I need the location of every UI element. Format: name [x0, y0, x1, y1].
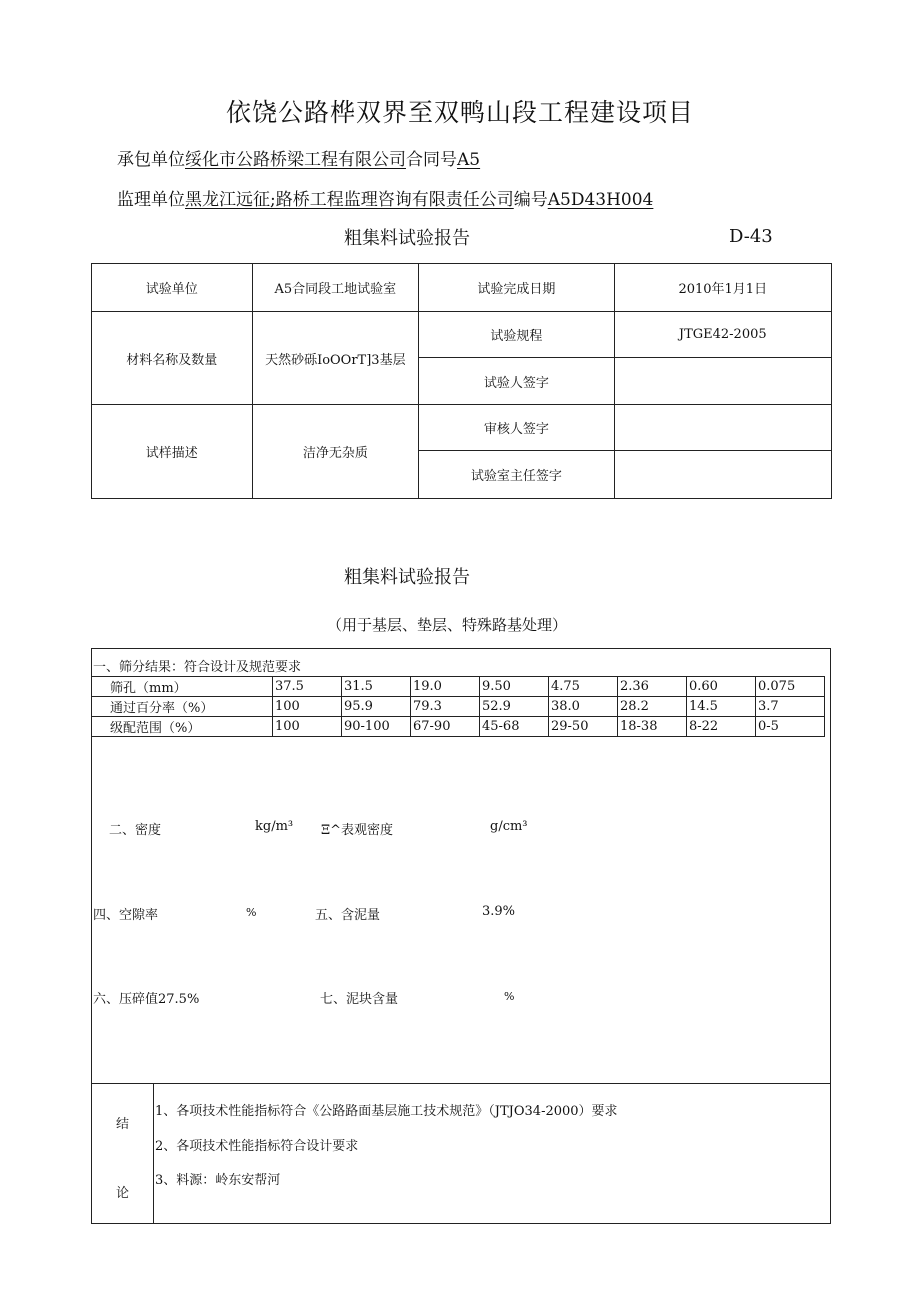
- reviewer-signature: [614, 405, 831, 451]
- table-row: [92, 717, 825, 737]
- supervisor-label: 监理单位: [117, 190, 185, 210]
- table-cell: 100: [273, 717, 342, 737]
- conclusion-item: 2、各项技术性能指标符合设计要求: [155, 1139, 359, 1154]
- form-code: D-43: [729, 226, 773, 247]
- table-cell: 52.9: [480, 697, 549, 717]
- table-row: [92, 697, 825, 717]
- project-title: 依饶公路桦双界至双鸭山段工程建设项目: [225, 98, 694, 127]
- reviewer-label: 审核人签字: [419, 405, 614, 451]
- table-cell: 67-90: [411, 717, 480, 737]
- conclusion-column-divider: [153, 1083, 154, 1224]
- completion-date: 2010年1月1日: [614, 264, 831, 312]
- table-cell: 29-50: [549, 717, 618, 737]
- supervisor-line: [117, 185, 653, 210]
- conclusion-label-1: 结: [116, 1117, 130, 1132]
- mud-value: 3.9%: [482, 904, 516, 919]
- table-cell: 0.60: [687, 677, 756, 697]
- conclusion-item: 3、料源：岭东安帮河: [155, 1173, 281, 1188]
- contract-no-label: 合同号: [406, 150, 457, 170]
- apparent-density-unit: g/cm³: [490, 819, 528, 834]
- table-cell: 37.5: [273, 677, 342, 697]
- serial-no: A5D43H004: [547, 190, 654, 210]
- clay-lump-label: 七、泥块含量: [320, 992, 399, 1007]
- material-label: 材料名称及数量: [92, 312, 253, 405]
- table-cell: 3.7: [756, 697, 825, 717]
- contractor-line: [117, 145, 480, 170]
- sieve-heading: 一、筛分结果：符合设计及规范要求: [93, 660, 302, 675]
- report2-title: 粗集料试验报告: [344, 567, 470, 588]
- table-cell: 28.2: [618, 697, 687, 717]
- contract-no: A5: [457, 150, 481, 170]
- mud-label: 五、含泥量: [315, 908, 381, 923]
- conclusion-label-2: 论: [116, 1186, 130, 1201]
- tester-signature: [614, 358, 831, 405]
- void-unit: %: [246, 906, 257, 919]
- test-unit-label: 试验单位: [92, 264, 253, 312]
- table-row: [92, 677, 825, 697]
- info-table: [91, 263, 832, 499]
- density-unit: kg/m³: [255, 819, 294, 834]
- table-cell: 0-5: [756, 717, 825, 737]
- supervisor-name: 黑龙江远征;路桥工程监理咨询有限责任公司: [185, 190, 514, 210]
- tester-label: 试验人签字: [419, 358, 614, 405]
- table-cell: 79.3: [411, 697, 480, 717]
- crush-label: 六、压碎值27.5%: [93, 992, 200, 1007]
- table-cell: 95.9: [342, 697, 411, 717]
- grading-range-label: 级配范围（%）: [92, 717, 273, 737]
- serial-label: 编号: [513, 190, 548, 210]
- table-cell: 0.075: [756, 677, 825, 697]
- completion-date-label: 试验完成日期: [419, 264, 614, 312]
- apparent-density-label: Ξ^表观密度: [321, 823, 394, 838]
- lab-director-signature: [614, 451, 831, 499]
- report-title: 粗集料试验报告: [344, 228, 470, 249]
- table-cell: 4.75: [549, 677, 618, 697]
- table-cell: 9.50: [480, 677, 549, 697]
- table-cell: 45-68: [480, 717, 549, 737]
- sample-desc: 洁净无杂质: [252, 405, 419, 499]
- lab-director-label: 试验室主任签字: [419, 451, 614, 499]
- table-cell: 14.5: [687, 697, 756, 717]
- table-cell: 18-38: [618, 717, 687, 737]
- sieve-table: [91, 676, 825, 737]
- passing-percent-label: 通过百分率（%）: [92, 697, 273, 717]
- procedure: JTGE42-2005: [614, 312, 831, 358]
- table-cell: 2.36: [618, 677, 687, 697]
- test-unit: A5合同段工地试验室: [252, 264, 419, 312]
- procedure-label: 试验规程: [419, 312, 614, 358]
- contractor-label: 承包单位: [117, 150, 185, 170]
- table-cell: 38.0: [549, 697, 618, 717]
- sample-desc-label: 试样描述: [92, 405, 253, 499]
- table-cell: 100: [273, 697, 342, 717]
- density-label: 二、密度: [109, 823, 162, 838]
- table-cell: 19.0: [411, 677, 480, 697]
- material: 天然砂砾IoOOrT]3基层: [252, 312, 419, 405]
- void-label: 四、空隙率: [93, 908, 159, 923]
- clay-lump-unit: %: [504, 990, 515, 1003]
- report2-subtitle: （用于基层、垫层、特殊路基处理）: [327, 616, 568, 634]
- conclusion-item: 1、各项技术性能指标符合《公路路面基层施工技术规范》（JTJO34-2000）要求: [155, 1104, 618, 1119]
- contractor-name: 绥化市公路桥梁工程有限公司: [185, 150, 406, 170]
- table-cell: 31.5: [342, 677, 411, 697]
- table-cell: 8-22: [687, 717, 756, 737]
- table-cell: 90-100: [342, 717, 411, 737]
- sieve-size-label: 筛孔（mm）: [92, 677, 273, 697]
- conclusion-divider: [91, 1083, 831, 1084]
